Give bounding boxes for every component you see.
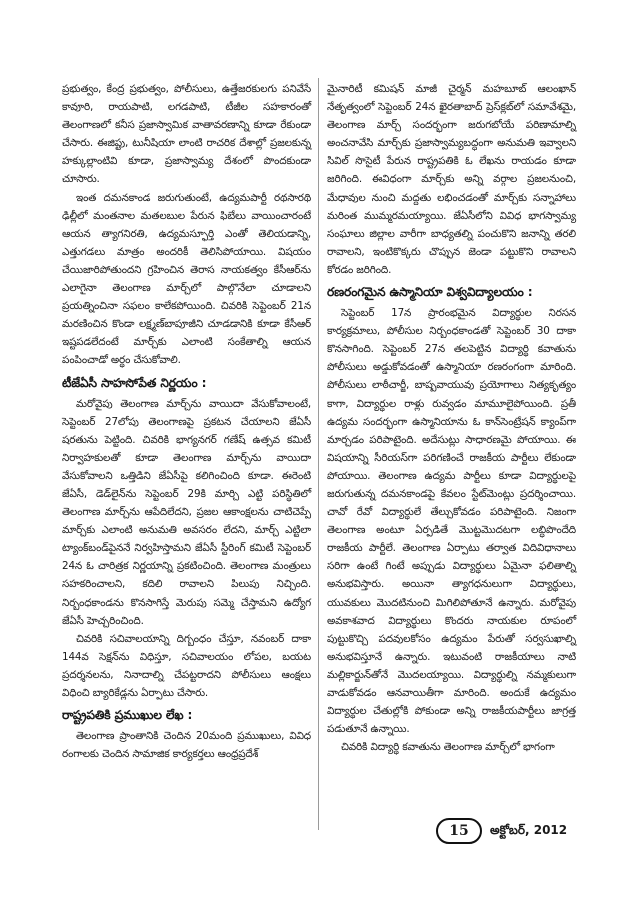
page-number-badge: 15 bbox=[436, 818, 482, 844]
right-para-3: చివరికి విద్యార్థి కవాతును తెలంగాణ మార్చ్‌లో భాగంగా bbox=[341, 741, 555, 754]
left-para-3: మరోవైపు తెలంగాణ మార్చ్‌ను వాయిదా వేసుకోవాలంటే, సెప్టెంబర్ 27లోపు తెలంగాణపై ప్రకటన చేయాలని జేఏసీ షరతును పెట్టింది. చివరికి భాగ్యనగర్ గణేష్ ఉత్సవ కమిటీ నిర్వాహకులతో కూడా తెలంగాణ మార్చ్‌ను వాయిదా వేసుకోవాలని ఒత్తిడిని జేఏసీపై కలిగించింది కూడా. ఈరెంటి జేఏసీ, డెడ్‌లైన్‌ను సెప్టెంబర్ 29కి మార్చి ఎట్టి పరిస్థితిలో తెలంగాణ మార్చ్‌ను ఆపేదిలేదని, ప్రజల ఆకాంక్షలను చాటిచెప్పే మార్చ్‌కు ఎలాంటి అనుమతి అవసరం లేదని, మార్చ్ ఎట్టిలా ట్యాంక్‌బండ్‌పైననే నిర్వహిస్తామని జేఏసీ స్టీరింగ్ కమిటీ సెప్టెంబర్ 24న ఓ చారిత్రక నిర్ణయాన్ని ప్రకటించింది. తెలంగాణ మంత్రులు సహకరించాలని, కదిలి రావాలని పిలుపు నిచ్చింది. నిర్బంధకాండను కొనసాగిస్తే మెరుపు సమ్మె చేస్తామని ఉద్యోగ జేఏసీ హెచ్చరించింది. bbox=[62, 397, 311, 627]
left-heading-president-letter: రాష్ట్రపతికి ప్రముఖుల లేఖ : bbox=[62, 708, 193, 723]
right-para-1: మైనారిటీ కమిషన్ మాజీ చైర్మన్ మహబూబ్ ఆలంఖాన్ నేతృత్వంలో సెప్టెంబర్ 24న ఖైరతాబాద్ ప్రెస్‌క్లబ్‌లో సమావేశమై, తెలంగాణ మార్చ్ సందర్భంగా జరుగబోయే పరిణామాల్ని అంచనావేసి మార్చ్‌కు ప్రజాస్వామ్యబద్ధంగా అనుమతి ఇవ్వాలని సివిల్ సొసైటీ పేరున రాష్ట్రపతికి ఓ లేఖను రాయడం కూడా జరిగింది. ఈవిధంగా మార్చ్‌కు అన్ని వర్గాల ప్రజలనుంచి, మేధావుల నుంచి మద్దతు లభించడంతో మార్చ్‌కు సన్నాహాలు మరింత ముమ్మరమయ్యాయి. జేఏసీలోని వివిధ భాగస్వామ్య సంఘాలు జిల్లాల వారీగా బాధ్యతల్ని పంచుకొని జనాన్ని తరలి రావాలని, ఇంటికొక్కరు చొప్పున జెండా పట్టుకొని రావాలని కోరడం జరిగింది. bbox=[327, 83, 576, 276]
left-para-4: చివరికి సచివాలయాన్ని దిగ్బంధం చేస్తూ, నవంబర్ దాకా 144వ సెక్షన్‌ను విధిస్తూ, సచివాలయం లోపల, బయట ప్రదర్శనలను, నినాదాల్ని చేపట్టరాదని పోలీసులు ఆంక్షలు విధించి బ్యారికేడ్లను ఏర్పాటు చేసారు. bbox=[62, 632, 311, 699]
issue-date: అక్టోబర్, 2012 bbox=[490, 822, 568, 837]
page-footer bbox=[436, 818, 567, 844]
left-para-2: ఇంత దమనకాండ జరుగుతుంటే, ఉద్యమపార్టీ రథసారథి ఢిల్లీలో మంతనాల మతలబుల పేరున ఫిబేలు వాయించారంటే ఆయన త్యాగనిరతి, ఉద్యమస్ఫూర్తి ఎంతో తెలియడాన్ని, ఎత్తుగడలు మాత్రం అందరికీ తెలిసిపోయాయి. విషయం చేయిజారిపోతుందని గ్రహించిన తెరాస నాయకత్వం కేసీఆర్‌ను ఎలాగైనా తెలంగాణ మార్చ్‌లో పాల్గొనేలా చూడాలని ప్రయత్నించినా సఫలం కాలేకపోయింది. చివరికి సెప్టెంబర్ 21న మరణించిన కొండా లక్ష్మణ్‌బాపూజీని చూడడానికి కూడా కేసీఆర్ ఇష్టపడలేదంటే మార్చ్‌కు ఎలాంటి సంకేతాల్ని ఆయన పంపించాడో అర్థం చేసుకోవాలి. bbox=[62, 191, 311, 367]
right-para-2: సెప్టెంబర్ 17న ప్రారంభమైన విద్యార్థుల నిరసన కార్యక్రమాలు, పోలీసుల నిర్బంధకాండతో సెప్టెంబర్ 30 దాకా కొనసాగింది. సెప్టెంబర్ 27న తలపెట్టిన విద్యార్థి కవాతును పోలీసులు అడ్డుకోవడంతో ఉస్మానియా రణరంగంగా మారింది. పోలీసులు లాఠీచార్జీ, బాష్పవాయువు ప్రయోగాలు నిత్యకృత్యం కాగా, విద్యార్థుల రాళ్లు రువ్వడం మామూలైపోయింది. ప్రతీ ఉద్యమ సందర్భంగా ఉస్మానియాను ఓ కాన్‌సెంట్రేషన్ క్యాంప్‌గా మార్చడం పరిపాటైంది. అదేసుట్లు సాధారణమై పోయాయి. ఈ విషయాన్ని సీరియస్‌గా పరిగణించే రాజకీయ పార్టీలు లేకుండా పోయాయి. తెలంగాణ ఉద్యమ పార్టీలు కూడా విద్యార్థులపై జరుగుతున్న దమనకాండపై కేవలం స్టేట్‌మెంట్లు ప్రదర్శించాయి. చావో రేవో విద్యార్థులే తేల్చుకోవడం పరిపాటైంది. నిజంగా తెలంగాణ అంటూ ఏర్పడితే మొట్టమొదటగా లబ్ధిపొందేది రాజకీయ పార్టీలే. తెలంగాణ ఏర్పాటు తర్వాత విదివిధానాలు సరిగా ఉంటే గింటే అప్పుడు విద్యార్థులు ఏమైనా ఫలితాల్ని అనుభవిస్తారు. అయినా త్యాగధనులుగా విద్యార్థులు, యువకులు మొదటినుంచి మిగిలిపోతూనే ఉన్నారు. మరోవైపు అవకాశవాద విద్యార్థులు కొందరు నాయకుల రూపంలో పుట్టుకొచ్చి పదవులకోసం ఉద్యమం పేరుతో సర్వసుఖాల్ని అనుభవిస్తూనే ఉన్నారు. ఇటువంటి రాజకీయాలు నాటి మల్లికార్జున్‌తోనే మొదలయ్యాయి. విద్యార్థుల్ని నమ్మకులుగా వాడుకోవడం ఆనవాయితీగా మారింది. అందుకే ఉద్యమం విద్యార్థుల చేతుల్లోకి పోకుండా అన్ని రాజకీయపార్టీలు జాగ్రత్త పడుతూనే ఉన్నాయి. bbox=[327, 307, 576, 736]
left-column bbox=[62, 80, 311, 763]
right-heading-osmania: రణరంగమైన ఉస్మానియా విశ్వవిద్యాలయం : bbox=[327, 285, 533, 300]
left-heading-jac-decision: టీజేఏసీ సాహసోపేత నిర్ణయం : bbox=[62, 375, 207, 390]
left-para-1: ప్రభుత్వం, కేంద్ర ప్రభుత్వం, పోలీసులు, ఉత్తేజరకులగు పనివేసే కావూరి, రాయపాటి, లగడపాటి, టీజీల సహకారంతో తెలంగాణలో కనీస ప్రజాస్వామిక వాతావరణాన్ని కూడా రేకుండా చేసారు. ఈజిప్టు, టునీషియా లాంటి రాచరిక దేశాల్లో ప్రజలకున్న హక్కుల్లాంటివి కూడా, ప్రజాస్వామ్య దేశంలో పొందకుండా చూసారు. bbox=[62, 83, 311, 186]
left-para-5: తెలంగాణ ప్రాంతానికి చెందిన 20మంది ప్రముఖులు, వివిధ రంగాలకు చెందిన సామాజిక కార్యకర్తలు ఆంధ్రప్రదేశ్ bbox=[62, 730, 311, 761]
column-divider bbox=[318, 78, 319, 830]
right-column bbox=[327, 80, 576, 756]
